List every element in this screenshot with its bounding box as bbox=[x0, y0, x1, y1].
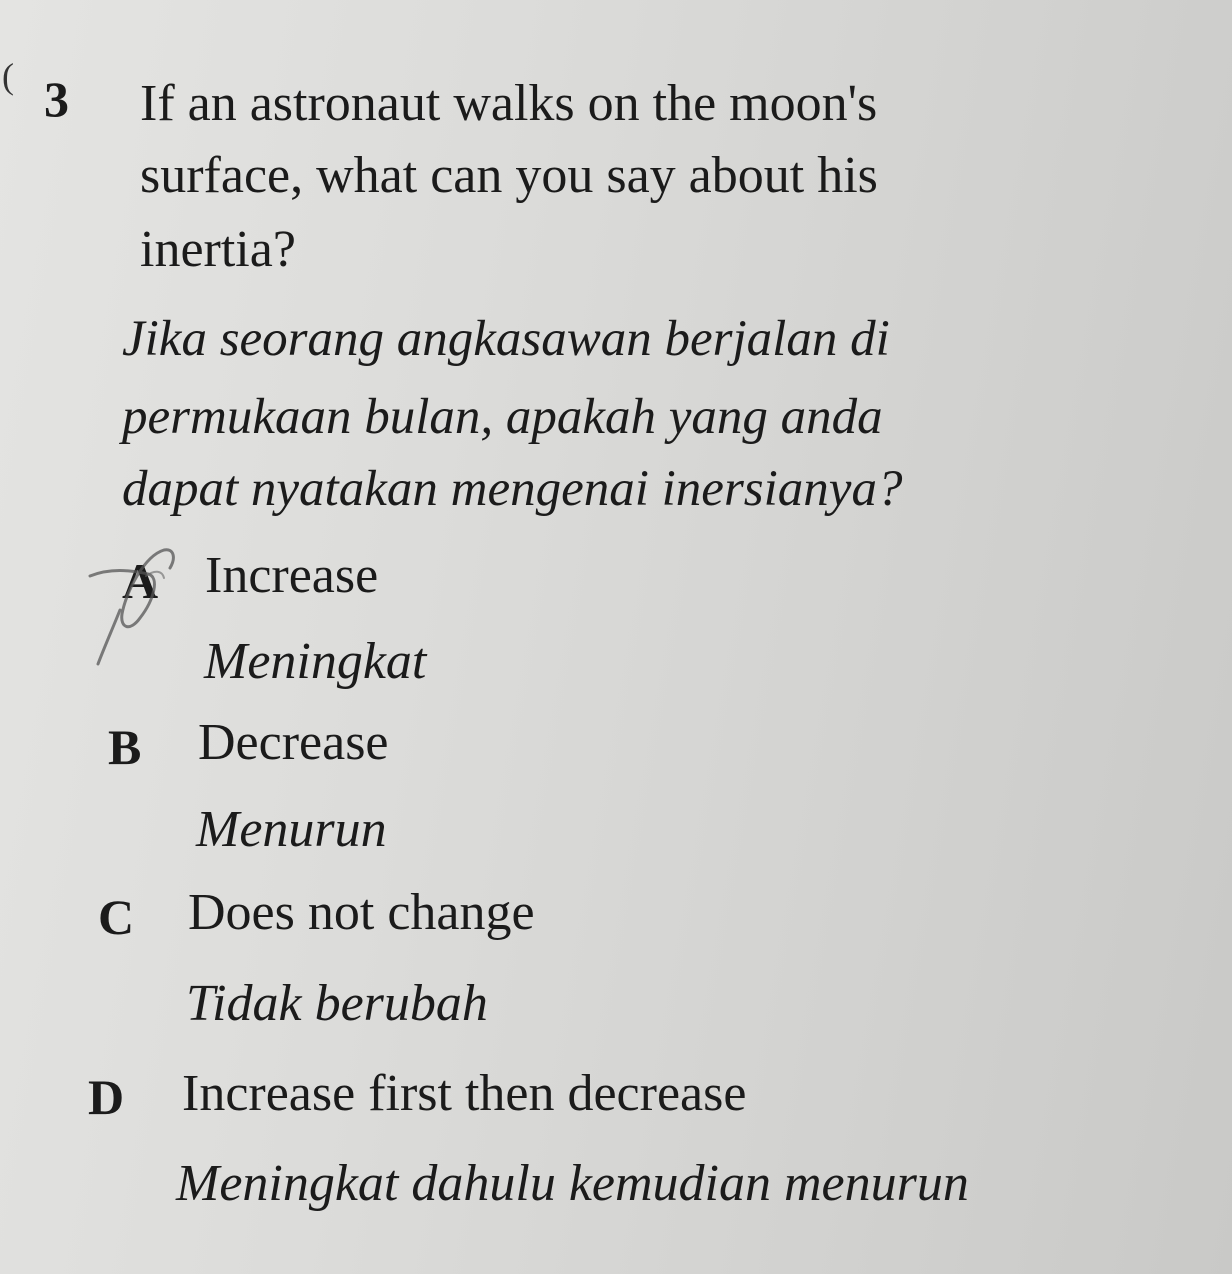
question-text-ms-line-2: permukaan bulan, apakah yang anda bbox=[122, 389, 883, 445]
option-c-text: Does not change bbox=[188, 884, 535, 941]
option-c-translation: Tidak berubah bbox=[186, 975, 488, 1032]
question-text-en-line-3: inertia? bbox=[140, 221, 296, 278]
question-text-en-line-2: surface, what can you say about his bbox=[140, 147, 878, 204]
question-text-ms-line-1: Jika seorang angkasawan berjalan di bbox=[122, 311, 890, 367]
option-a-translation: Meningkat bbox=[204, 633, 427, 690]
option-b-translation: Menurun bbox=[196, 801, 387, 858]
option-d-translation: Meningkat dahulu kemudian menurun bbox=[176, 1155, 969, 1212]
pencil-answer-mark bbox=[80, 540, 210, 670]
option-a-text: Increase bbox=[205, 547, 379, 604]
option-d-letter: D bbox=[88, 1069, 125, 1125]
option-d-text: Increase first then decrease bbox=[182, 1065, 747, 1122]
option-c-letter: C bbox=[98, 889, 135, 945]
question-text-ms-line-3: dapat nyatakan mengenai inersianya? bbox=[122, 461, 903, 517]
question-number: 3 bbox=[44, 71, 69, 127]
question-text-en-line-1: If an astronaut walks on the moon's bbox=[140, 75, 878, 132]
option-b-text: Decrease bbox=[198, 714, 389, 771]
stray-pen-mark: ( bbox=[2, 56, 14, 96]
option-b-letter: B bbox=[108, 719, 142, 775]
option-a-letter: A bbox=[122, 553, 159, 609]
